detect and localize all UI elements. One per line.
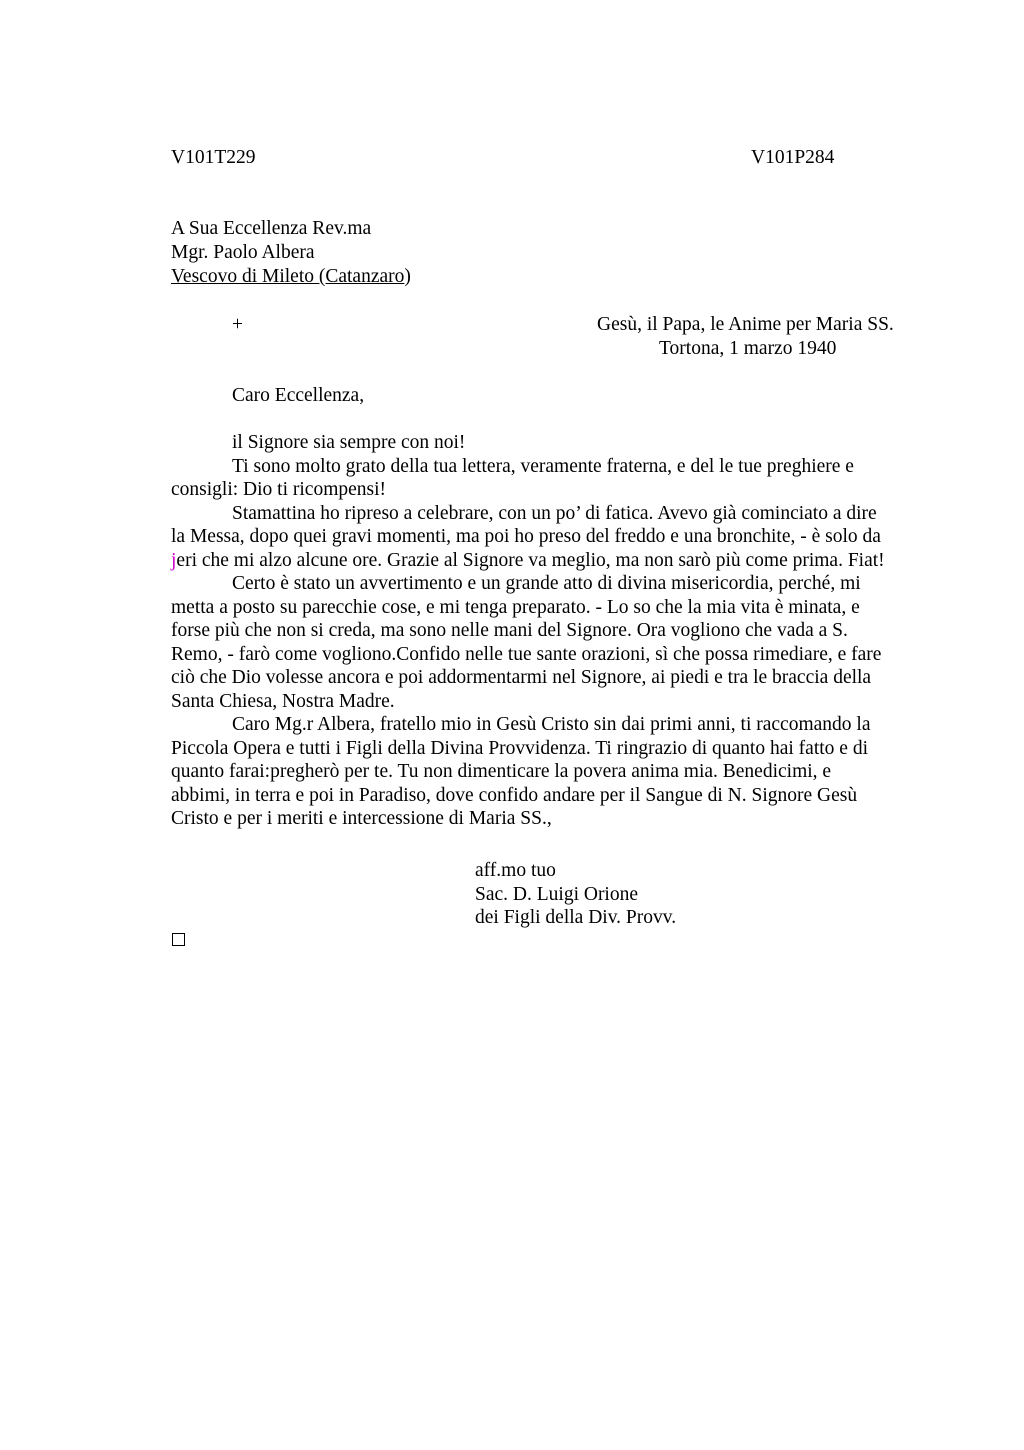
body-line: Piccola Opera e tutti i Figli della Divina Provvidenza. Ti ringrazio di quanto hai fatto e di: [171, 737, 868, 759]
body-line: metta a posto su parecchie cose, e mi tenga preparato. - Lo so che la mia vita è minata, e: [171, 596, 860, 618]
body-line: [171, 549, 885, 573]
address-line-3: [171, 265, 411, 289]
body-line: la Messa, dopo quei gravi momenti, ma poi ho preso del freddo e una bronchite, - è solo da: [171, 526, 881, 547]
signature-block: [475, 859, 676, 930]
body-line: il Signore sia sempre con noi!: [232, 432, 466, 453]
body-line: abbimi, in terra e poi in Paradiso, dove confido andare per il Sangue di N. Signore Gesù: [171, 784, 858, 806]
signature-line-2: Sac. D. Luigi Orione: [475, 883, 639, 905]
body-line: Remo, - farò come vogliono.Confido nelle tue sante orazioni, sì che possa rimediare, e fare: [171, 643, 882, 665]
body-line: Santa Chiesa, Nostra Madre.: [171, 690, 395, 712]
recipient-address: [171, 217, 411, 289]
body-line: Caro Mg.r Albera, fratello mio in Gesù Cristo sin dai primi anni, ti raccomando la: [232, 714, 871, 735]
body-line: forse più che non si creda, ma sono nelle mani del Signore. Ora vogliono che vada a S.: [171, 620, 848, 641]
signature-line-1: aff.mo tuo: [475, 860, 556, 881]
body-line: ciò che Dio volesse ancora e poi addormentarmi nel Signore, ai piedi e tra le braccia della: [171, 667, 872, 688]
signature-line-3: dei Figli della Div. Provv.: [475, 907, 677, 928]
motto: Gesù, il Papa, le Anime per Maria SS.: [597, 314, 894, 335]
salutation: Caro Eccellenza,: [232, 385, 365, 406]
body-line-rest: eri che mi alzo alcune ore. Grazie al Signore va meglio, ma non sarò più come prima. Fiat!: [176, 549, 885, 571]
address-line-3-underlined: Vescovo di Mileto (Catanzaro: [171, 266, 405, 287]
end-box-icon: [172, 933, 185, 946]
body-line: consigli: Dio ti ricompensi!: [171, 479, 387, 500]
code-left: V101T229: [171, 147, 256, 168]
cross-symbol: +: [232, 314, 243, 335]
address-line-3-close: ): [404, 266, 411, 287]
body-line: Cristo e per i meriti e intercessione di Maria SS.,: [171, 808, 552, 829]
address-line-2: Mgr. Paolo Albera: [171, 242, 315, 263]
place-date: Tortona, 1 marzo 1940: [659, 338, 837, 359]
letter-body: [171, 431, 885, 831]
body-line: Stamattina ho ripreso a celebrare, con un po’ di fatica. Avevo già cominciato a dire: [232, 502, 877, 524]
code-right: V101P284: [751, 147, 835, 168]
body-line: Ti sono molto grato della tua lettera, veramente fraterna, e del le tue preghiere e: [232, 455, 854, 477]
highlighted-letter: j: [171, 549, 177, 571]
body-line: Certo è stato un avvertimento e un grande atto di divina misericordia, perché, mi: [232, 573, 861, 594]
address-line-1: A Sua Eccellenza Rev.ma: [171, 218, 372, 239]
body-line: quanto farai:pregherò per te. Tu non dimenticare la povera anima mia. Benedicimi, e: [171, 761, 832, 782]
